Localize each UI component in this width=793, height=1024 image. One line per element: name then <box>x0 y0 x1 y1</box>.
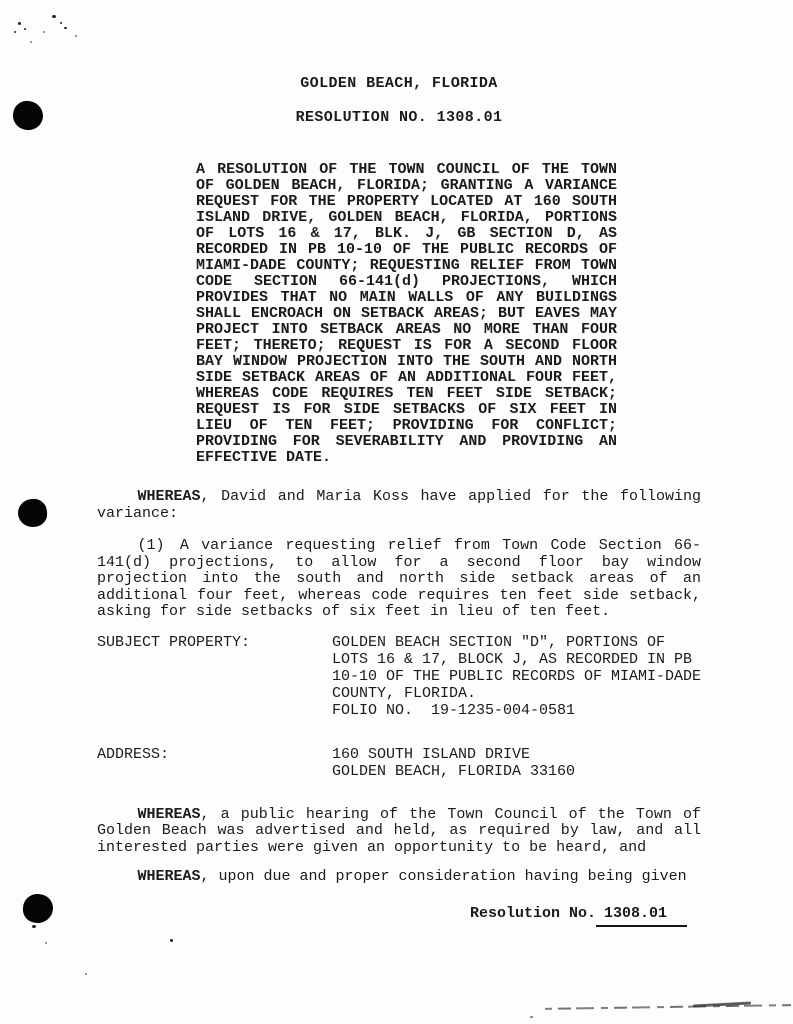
whereas-keyword: WHEREAS <box>137 805 201 823</box>
resolution-title-block: A RESOLUTION OF THE TOWN COUNCIL OF THE TOWN OF GOLDEN BEACH, FLORIDA; GRANTING A VARIANCE REQUEST FOR THE PROPERTY LOCATED AT 160 SOUTH ISLAND DRIVE, GOLDEN BEACH, FLORIDA, PORTIONS OF LOTS 16 & 17, BLK. J, GB SECTION D, AS RECORDED IN PB 10-10 OF THE PUBLIC RECORDS OF MIAMI-DADE COUNTY; REQUESTING RELIEF FROM TOWN CODE SECTION 66-141(d) PROJECTIONS, WHICH PROVIDES THAT NO MAIN WALLS OF ANY BUILDINGS SHALL ENCROACH ON SETBACK AREAS; BUT EAVES MAY PROJECT INTO SETBACK AREAS NO MORE THAN FOUR FEET; THERETO; REQUEST IS FOR A SECOND FLOOR BAY WINDOW PROJECTION INTO THE SOUTH AND NORTH SIDE SETBACK AREAS OF AN ADDITIONAL FOUR FEET, WHEREAS CODE REQUIRES TEN FEET SIDE SETBACK; REQUEST IS FOR SIDE SETBACKS OF SIX FEET IN LIEU OF TEN FEET; PROVIDING FOR CONFLICT; PROVIDING FOR SEVERABILITY AND PROVIDING AN EFFECTIVE DATE. <box>196 161 617 466</box>
whereas-consideration-text: , upon due and proper consideration having being given <box>200 868 687 885</box>
document-location-heading: GOLDEN BEACH, FLORIDA <box>300 75 498 92</box>
resolution-number-heading: RESOLUTION NO. 1308.01 <box>295 109 503 126</box>
whereas-applicants-paragraph <box>97 489 701 522</box>
variance-item-paragraph <box>97 538 701 621</box>
punch-hole-top <box>11 99 45 132</box>
punch-hole-middle <box>17 498 49 529</box>
subject-property-row <box>97 634 701 719</box>
address-value: 160 SOUTH ISLAND DRIVE GOLDEN BEACH, FLORIDA 33160 <box>332 745 576 780</box>
whereas-keyword: WHEREAS <box>137 488 201 505</box>
variance-item-number: (1) <box>137 537 165 554</box>
footer-resolution-label: Resolution No. <box>470 905 597 922</box>
punch-hole-bottom <box>22 893 54 924</box>
whereas-applicants-text: , David and Maria Koss have applied for the following variance: <box>97 488 701 522</box>
footer-resolution-value: 1308.01 <box>596 905 687 927</box>
document-body <box>97 76 701 886</box>
variance-item-text: A variance requesting relief from Town Code Section 66-141(d) projections, to allow for a second floor bay window projection into the south and north side setback areas of an additional four feet, whereas code requires ten feet side setback, asking for side setbacks of six feet in lieu of ten feet. <box>97 537 701 620</box>
address-row <box>97 746 701 780</box>
address-label: ADDRESS: <box>97 745 170 763</box>
footer-resolution-number <box>470 905 687 922</box>
scan-artifact-line <box>545 1004 791 1010</box>
subject-property-label: SUBJECT PROPERTY: <box>97 633 251 651</box>
whereas-consideration-paragraph <box>97 869 701 886</box>
subject-property-value: GOLDEN BEACH SECTION "D", PORTIONS OF LOTS 16 & 17, BLOCK J, AS RECORDED IN PB 10-10 OF THE PUBLIC RECORDS OF MIAMI-DADE COUNTY, FLORIDA. FOLIO NO. 19-1235-004-0581 <box>332 633 702 719</box>
whereas-hearing-paragraph <box>97 807 701 857</box>
whereas-hearing-text: , a public hearing of the Town Council of the Town of Golden Beach was advertised and held, as required by law, and all interested parties were given an opportunity to be heard, and <box>97 805 701 856</box>
whereas-keyword: WHEREAS <box>137 868 201 885</box>
